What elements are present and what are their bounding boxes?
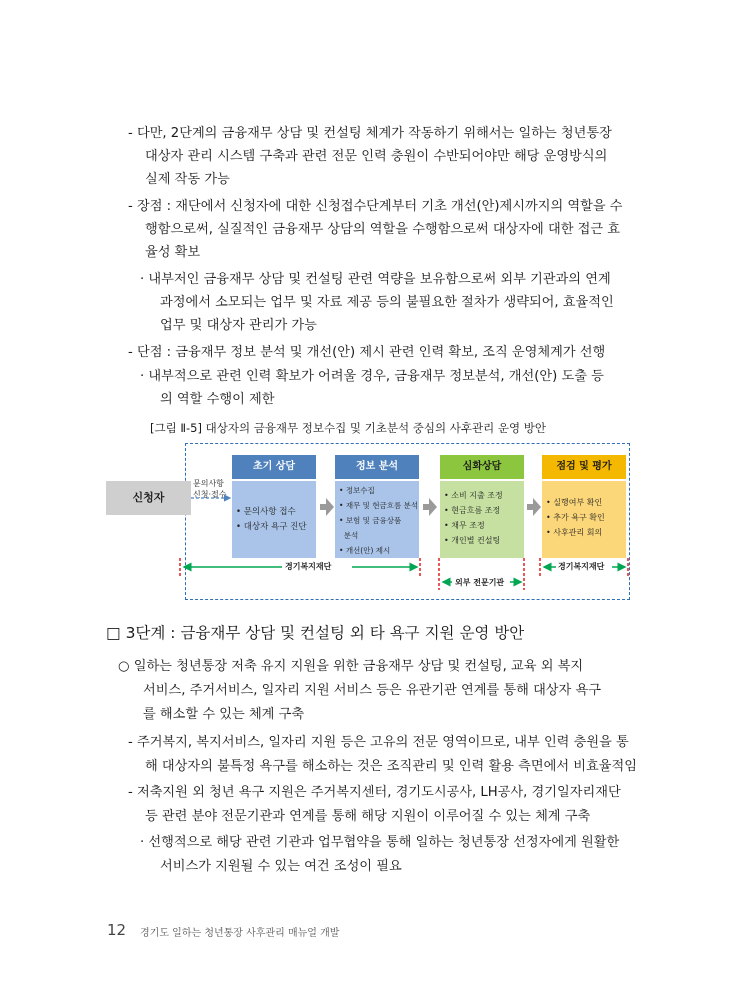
stage-item-text: 분석 <box>343 531 359 540</box>
stage-item-text: 대상자 욕구 진단 <box>243 522 307 532</box>
stage-item: • 재무 및 현금흐름 분석 <box>339 501 419 510</box>
stage-item: • 채무 조정 <box>444 521 485 530</box>
footer-title: 경기도 일하는 청년통장 사후관리 매뉴얼 개발 <box>140 928 340 939</box>
stage-item-text: 사후관리 회의 <box>553 528 603 537</box>
stage-item <box>339 528 418 543</box>
body-line: - 장점 : 재단에서 신청자에 대한 신청접수단계부터 기초 개선(안)제시까지의 역할을 수 <box>128 199 623 214</box>
stage-item: • 사후관리 회의 <box>546 528 603 537</box>
stage-item-text: 소비 지출 조정 <box>451 491 503 500</box>
arrow-label-line: 문의사항 <box>193 479 224 488</box>
body-line: · 선행적으로 해당 관련 기관과 업무협약을 통해 일하는 청년통장 선정자에게 원활한 <box>140 835 620 850</box>
stage-items-initial <box>236 505 307 535</box>
body-line: 실제 작동 가능 <box>145 172 230 187</box>
stage-item-text: 현금흐름 조정 <box>451 506 501 515</box>
arrow-label <box>193 478 226 500</box>
stage-item-text: 채무 조정 <box>451 521 485 530</box>
body-line: 를 해소할 수 있는 체계 구축 <box>143 707 305 722</box>
stage-header-initial: 초기 상담 <box>232 455 316 479</box>
stage-item: • 문의사항 접수 <box>236 507 296 517</box>
body-line: ○ 일하는 청년통장 저축 유지 지원을 위한 금융재무 상담 및 컨설팅, 교육 외 복지 <box>118 659 584 674</box>
body-line: 대상자 관리 시스템 구축과 관련 전문 인력 충원이 수반되어야만 해당 운영방식의 <box>145 149 608 164</box>
stage-item-text: 개인별 컨설팅 <box>451 536 501 545</box>
org-label-right: 경기복지재단 <box>558 562 605 571</box>
page-number: 12 <box>107 921 127 939</box>
stage-item: • 대상자 욕구 진단 <box>236 522 307 532</box>
org-label-middle: 외부 전문기관 <box>455 578 505 587</box>
body-line: - 다만, 2단계의 금융재무 상담 및 컨설팅 체계가 작동하기 위해서는 일하는 청년통장 <box>128 126 612 141</box>
stage-item: • 추가 욕구 확인 <box>546 513 605 522</box>
stage-item: • 소비 지출 조정 <box>444 491 503 500</box>
stage-item-text: 재무 및 현금흐름 분석 <box>345 501 419 510</box>
stage-items-deep <box>444 488 503 548</box>
stage-items-evaluation <box>546 495 605 540</box>
body-line: 업무 및 대상자 관리가 가능 <box>160 318 317 333</box>
stage-item-text: 개선(안) 제시 <box>345 546 391 555</box>
body-line: - 저축지원 외 청년 욕구 지원은 주거복지센터, 경기도시공사, LH공사, 경기일자리재단 <box>128 785 621 800</box>
stage-item-text: 보험 및 금융상품 <box>345 516 402 525</box>
stage-item-text: 정보수집 <box>345 486 375 495</box>
stage-item-text: 실행여부 확인 <box>553 498 603 507</box>
stage-header-analysis: 정보 분석 <box>335 455 419 479</box>
body-line: · 내부저인 금융재무 상담 및 컨설팅 관련 역량을 보유함으로써 외부 기관과의 연계 <box>140 272 611 287</box>
applicant-label: 신청자 <box>132 491 165 504</box>
stage-item: • 개선(안) 제시 <box>339 546 391 555</box>
stage-items-analysis <box>339 483 418 558</box>
stage-item-text: 문의사항 접수 <box>243 507 296 517</box>
org-label-left: 경기복지재단 <box>285 562 332 571</box>
stage-item-text: 추가 욕구 확인 <box>553 513 605 522</box>
body-line: 의 역할 수행이 제한 <box>160 392 275 407</box>
body-line: 과정에서 소모되는 업무 및 자료 제공 등의 불필요한 절차가 생략되어, 효율적인 <box>160 295 614 310</box>
body-line: 서비스, 주거서비스, 일자리 지원 서비스 등은 유관기관 연계를 통해 대상자 욕구 <box>143 683 601 698</box>
body-line: - 주거복지, 복지서비스, 일자리 지원 등은 고유의 전문 영역이므로, 내부 인력 충원을 통 <box>128 735 629 750</box>
body-line: 율성 확보 <box>145 245 201 260</box>
stage-item: • 실행여부 확인 <box>546 498 603 507</box>
body-line: 서비스가 지원될 수 있는 여건 조성이 필요 <box>160 859 402 874</box>
stage-item: • 정보수집 <box>339 486 375 495</box>
arrow-label-line: 신청·접수 <box>193 490 227 499</box>
stage-header-deep: 심화상담 <box>440 455 524 479</box>
body-line: · 내부적으로 관련 인력 확보가 어려울 경우, 금융재무 정보분석, 개선(안) 도출 등 <box>140 369 604 384</box>
body-line: 해 대상자의 불특정 욕구를 해소하는 것은 조직관리 및 인력 활용 측면에서 비효율적임 <box>145 759 637 774</box>
stage-item: • 보험 및 금융상품 <box>339 516 402 525</box>
body-line: - 단점 : 금융재무 정보 분석 및 개선(안) 제시 관련 인력 확보, 조직 운영체계가 선행 <box>128 345 606 360</box>
stage-item: • 현금흐름 조정 <box>444 506 501 515</box>
stage-header-evaluation: 점검 및 평가 <box>542 455 626 479</box>
figure-caption: [그림 Ⅱ-5] 대상자의 금융재무 정보수집 및 기초분석 중심의 사후관리 운영 방안 <box>150 421 546 435</box>
body-line: 등 관련 분야 전문기관과 연계를 통해 해당 지원이 이루어질 수 있는 체계 구축 <box>145 809 591 824</box>
stage-item: • 개인별 컨설팅 <box>444 536 501 545</box>
section-title: □ 3단계 : 금융재무 상담 및 컨설팅 외 타 욕구 지원 운영 방안 <box>106 624 525 642</box>
body-line: 행함으로써, 실질적인 금융재무 상담의 역할을 수행함으로써 대상자에 대한 접근 효 <box>145 222 621 237</box>
